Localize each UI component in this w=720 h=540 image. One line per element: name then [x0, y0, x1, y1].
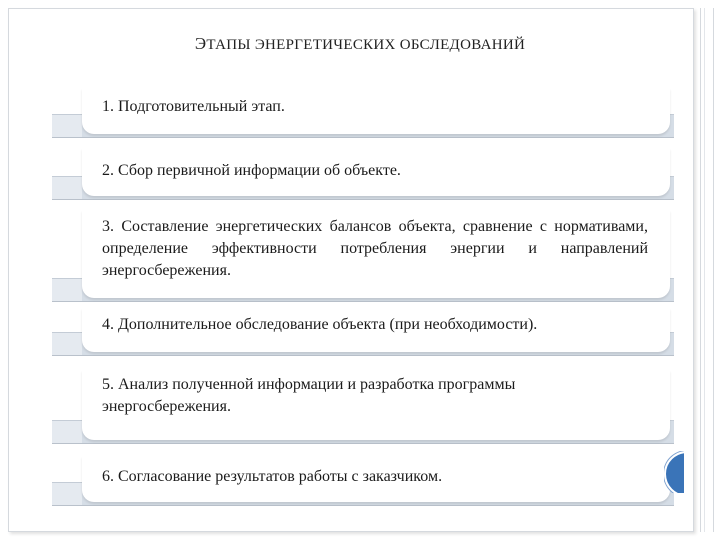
step-text: 3. Составление энергетических балансов объекта, сравнение с нормативами, определение эффективности потребления энергии и направлений энергосбережения.	[102, 218, 648, 279]
step-card	[82, 148, 670, 196]
step-card	[82, 210, 670, 298]
right-decoration	[700, 8, 714, 532]
step-card	[82, 370, 670, 440]
step-card	[82, 88, 670, 134]
slide-title	[0, 34, 720, 54]
step-6	[52, 456, 674, 506]
step-text: 5. Анализ полученной информации и разработка программы энергосбережения.	[102, 376, 516, 415]
step-text: 1. Подготовительный этап.	[102, 98, 285, 115]
step-text: 2. Сбор первичной информации об объекте.	[102, 162, 401, 179]
step-text: 6. Согласование результатов работы с заказчиком.	[102, 468, 443, 485]
step-1	[52, 88, 674, 138]
slide-title-text: ТАПЫ ЭНЕРГЕТИЧЕСКИХ ОБСЛЕДОВАНИЙ	[206, 37, 526, 53]
step-5	[52, 370, 674, 444]
step-4	[52, 308, 674, 356]
step-text: 4. Дополнительное обследование объекта (при необходимости).	[102, 316, 538, 333]
step-3	[52, 210, 674, 302]
step-card	[82, 308, 670, 352]
step-2	[52, 148, 674, 200]
slide-title-initial: Э	[194, 34, 207, 53]
accent-circle	[664, 451, 684, 493]
step-card	[82, 456, 670, 502]
